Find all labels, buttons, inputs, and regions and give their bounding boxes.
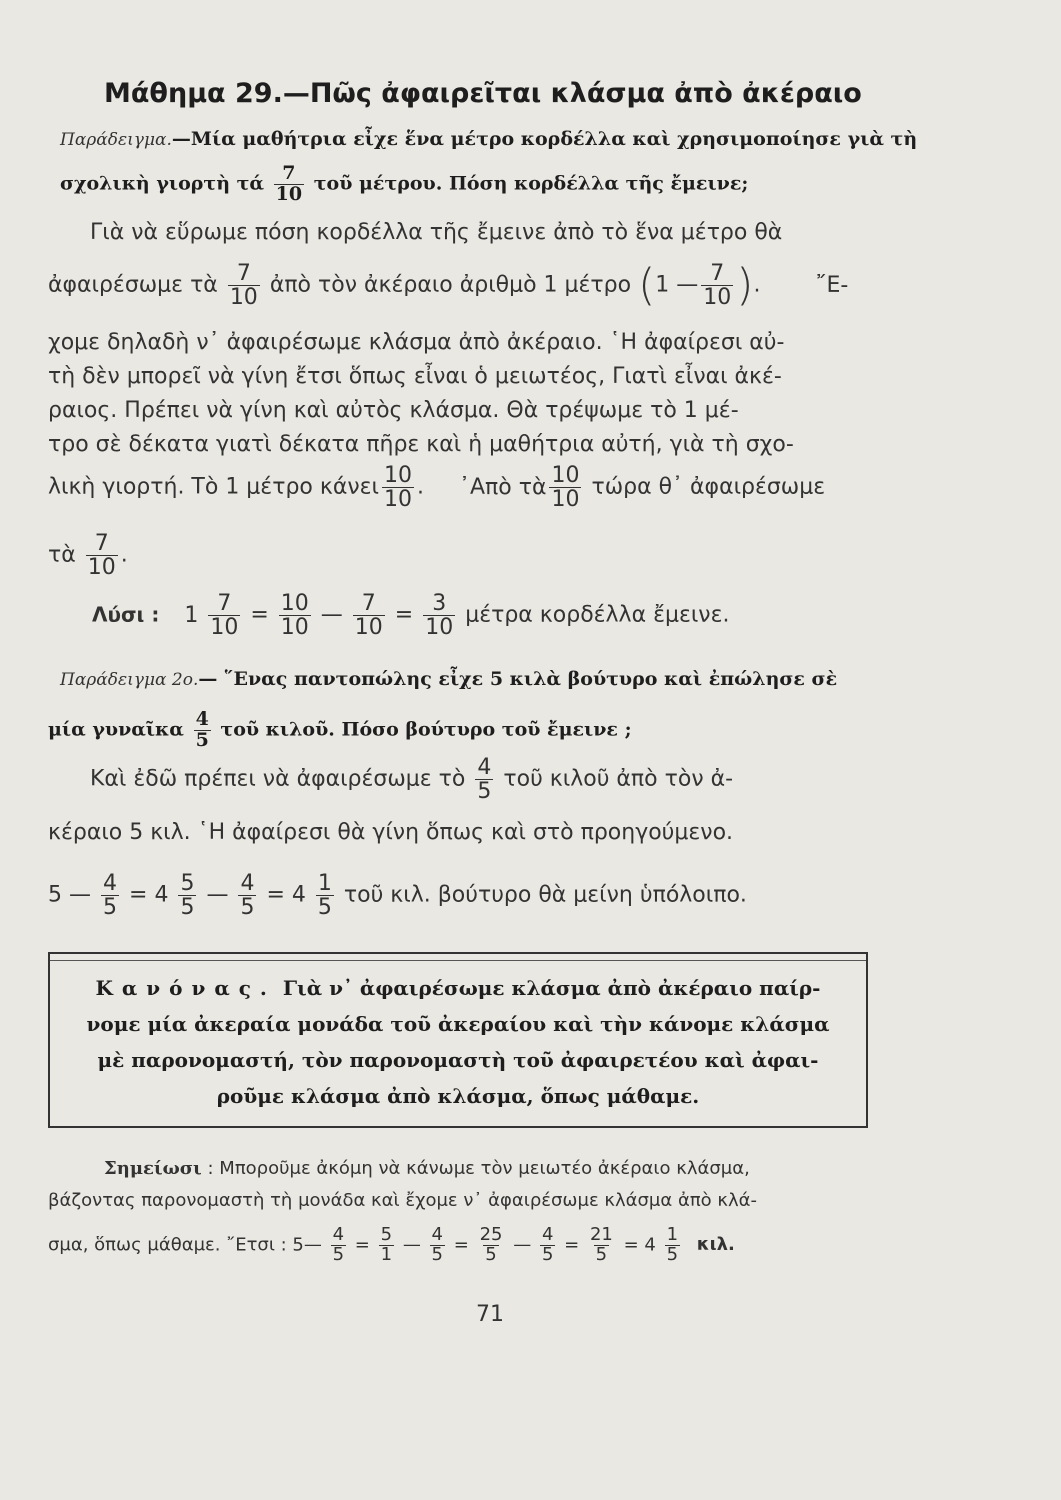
rule-box (48, 952, 868, 1128)
fraction-4-5 (101, 872, 119, 919)
fraction-21-5 (588, 1226, 615, 1265)
denominator: 10 (551, 487, 580, 513)
numerator: 4 (541, 1224, 554, 1245)
fraction-5-5 (178, 872, 196, 919)
solution-equation (92, 592, 729, 639)
numerator: 10 (551, 463, 580, 488)
numerator: 25 (479, 1224, 503, 1245)
equals-sign: = (453, 1234, 469, 1256)
text: 1 — (655, 272, 699, 298)
denominator: 10 (354, 615, 383, 641)
rule-line-4: ροῦμε κλάσμα ἀπὸ κλάσμα, ὅπως μάθαμε. (216, 1084, 700, 1108)
whole-number: 4 (154, 882, 169, 908)
example2-label: Παράδειγμα 2ο. (60, 670, 199, 690)
numerator: 7 (217, 591, 232, 616)
equals-sign: = (564, 1234, 580, 1256)
left-paren: ( (638, 259, 656, 311)
paragraph-line: Γιὰ νὰ εὕρωμε πόση κορδέλλα τῆς ἔμεινε ἀπὸ τὸ ἕνα μέτρο θὰ (90, 220, 783, 245)
text: τὰ (48, 542, 76, 568)
box-divider (50, 960, 866, 961)
lesson-title: Μάθημα 29.—Πῶς ἀφαιρεῖται κλάσμα ἀπὸ ἀκέραιο (104, 78, 862, 109)
fraction-7-10 (701, 262, 733, 309)
rule-heading: Κανόνας. (95, 976, 276, 1000)
paragraph-line: ραιος. Πρέπει νὰ γίνη καὶ αὐτὸς κλάσμα. Θὰ τρέψωμε τὸ 1 μέ- (48, 398, 739, 423)
rule-line-2: νομε μία ἀκεραία μονάδα τοῦ ἀκεραίου καὶ τὴν κάνομε κλάσμα (86, 1012, 830, 1036)
paragraph-line: ἀφαιρέσωμε τὰ $\frac{7}{10}$ ἀπὸ τὸν ἀκέραιο ἀριθμὸ 1 μέτρο (1 — $\frac{7}{10}$ ). ῎Ε- (48, 259, 849, 311)
equals-sign: = (266, 882, 285, 908)
numerator: 3 (432, 591, 447, 616)
numerator: 7 (236, 261, 251, 286)
fraction-5-1 (379, 1226, 394, 1265)
fraction-7-10 (228, 262, 260, 309)
equals-sign: = (129, 882, 148, 908)
equals-sign: = (250, 602, 269, 628)
numerator: 4 (431, 1224, 443, 1245)
unit-label: κιλ. (696, 1234, 735, 1256)
note-text: : Μποροῦμε ἀκόμη νὰ κάνωμε τὸν μειωτέο ἀκέραιο κλάσμα, (207, 1158, 750, 1179)
note-text: σμα, ὅπως μάθαμε. ῎Ετσι : 5— (48, 1234, 322, 1256)
denominator: 10 (87, 555, 116, 581)
example1-question-text: —Μία μαθήτρια εἶχε ἕνα μέτρο κορδέλλα καὶ χρησιμοποίησε γιὰ τὴ (171, 128, 918, 150)
right-paren: ) (736, 259, 754, 311)
numerator: 7 (361, 591, 376, 616)
fraction-10-10 (549, 464, 581, 511)
minus-sign: — (402, 1234, 421, 1256)
fraction-10-10 (382, 464, 414, 511)
denominator: 1 (380, 1243, 393, 1265)
paragraph-line (90, 756, 733, 803)
rule-line-3: μὲ παρονομαστή, τὸν παρονομαστὴ τοῦ ἀφαιρετέου καὶ ἀφαι- (97, 1048, 819, 1072)
example2-equation (48, 872, 747, 919)
fraction-1-5 (316, 872, 334, 919)
denominator: 5 (595, 1243, 608, 1265)
fraction-10-10 (279, 592, 311, 639)
solution-label: Λύσι : (92, 602, 160, 627)
minus-sign: — (513, 1234, 532, 1256)
example1-question-line1 (60, 128, 917, 150)
paragraph-line: τὰ $\frac{7}{10}$ . (48, 531, 128, 581)
numerator: 4 (477, 755, 492, 780)
denominator: 10 (383, 487, 412, 513)
denominator: 5 (195, 728, 209, 751)
text: τοῦ κιλοῦ ἀπὸ τὸν ἀ- (503, 766, 734, 792)
whole-number: 4 (291, 882, 306, 908)
fraction-7-10 (86, 532, 118, 579)
rule-text: Γιὰ ν᾽ ἀφαιρέσωμε κλάσμα ἀπὸ ἀκέραιο παίρ- (282, 976, 821, 1000)
note-line-2: βάζοντας παρονομαστὴ τὴ μονάδα καὶ ἔχομε ν᾽ ἀφαιρέσωμε κλάσμα ἀπὸ κλά- (48, 1190, 758, 1211)
fraction-7-10 (274, 164, 304, 205)
denominator: 5 (240, 895, 255, 921)
text: ῎Ε- (815, 272, 849, 298)
question-text: σχολικὴ γιορτὴ τά (60, 172, 265, 195)
numerator: 4 (195, 708, 209, 730)
numerator: 4 (240, 871, 255, 896)
note-line-1 (104, 1158, 750, 1179)
denominator: 5 (103, 895, 117, 921)
numerator: 7 (710, 261, 725, 286)
whole-number: 4 (644, 1234, 656, 1256)
denominator: 10 (275, 182, 303, 205)
paragraph-line: κέραιο 5 κιλ. ῾Η ἀφαίρεσι θὰ γίνη ὅπως καὶ στὸ προηγούμενο. (48, 820, 734, 845)
fraction-4-5 (430, 1226, 445, 1265)
text: ἀφαιρέσωμε τὰ (48, 272, 218, 298)
text: Καὶ ἐδῶ πρέπει νὰ ἀφαιρέσωμε τὸ (90, 766, 466, 792)
paragraph-line: τὴ δὲν μπορεῖ νὰ γίνη ἔτσι ὅπως εἶναι ὁ μειωτέος, Γιατὶ εἶναι ἀκέ- (48, 364, 782, 389)
denominator: 10 (425, 615, 454, 641)
note-label: Σημείωσι (104, 1158, 202, 1179)
question-text: τοῦ μέτρου. Πόση κορδέλλα τῆς ἔμεινε; (313, 172, 749, 195)
numerator: 5 (380, 1224, 393, 1245)
text: μέτρα κορδέλλα ἔμεινε. (465, 602, 730, 628)
numerator: 1 (666, 1224, 679, 1245)
example2-question-line1 (60, 668, 837, 690)
numerator: 1 (317, 871, 332, 896)
fraction-3-10 (423, 592, 455, 639)
denominator: 5 (485, 1243, 497, 1265)
text: 1 (184, 602, 199, 628)
example1-question-line2 (60, 164, 748, 205)
numerator: 10 (383, 463, 412, 488)
fraction-4-5 (475, 756, 493, 803)
denominator: 10 (210, 615, 239, 641)
numerator: 21 (589, 1224, 613, 1245)
paragraph-line: τρο σὲ δέκατα γιατὶ δέκατα πῆρε καὶ ἡ μαθήτρια αὐτή, γιὰ τὴ σχο- (48, 432, 794, 457)
denominator: 5 (317, 895, 332, 921)
denominator: 10 (280, 615, 309, 641)
denominator: 10 (229, 285, 258, 311)
denominator: 5 (332, 1243, 345, 1265)
denominator: 5 (431, 1243, 443, 1265)
minus-sign: — (206, 882, 229, 908)
denominator: 5 (541, 1243, 554, 1265)
fraction-4-5 (540, 1226, 555, 1265)
example2-question-line2 (48, 710, 632, 751)
note-equation (48, 1226, 735, 1265)
minus-sign: — (320, 602, 343, 628)
fraction-1-5 (665, 1226, 680, 1265)
fraction-7-10 (208, 592, 240, 639)
fraction-7-10 (353, 592, 385, 639)
numerator: 4 (103, 871, 117, 896)
paragraph-line: χομε δηλαδὴ ν᾽ ἀφαιρέσωμε κλάσμα ἀπὸ ἀκέραιο. ῾Η ἀφαίρεσι αὐ- (48, 330, 785, 355)
equals-sign: = (623, 1234, 639, 1256)
fraction-25-5 (478, 1226, 505, 1265)
text: λικὴ γιορτή. Τὸ 1 μέτρο κάνει (48, 474, 379, 500)
fraction-4-5 (331, 1226, 346, 1265)
numerator: 5 (180, 871, 195, 896)
rule-line-1 (50, 976, 866, 1000)
numerator: 10 (280, 591, 309, 616)
text: τώρα θ᾽ ἀφαιρέσωμε (591, 474, 826, 500)
page-number: 71 (476, 1302, 504, 1327)
example1-label: Παράδειγμα. (60, 130, 172, 150)
denominator: 5 (477, 779, 492, 805)
paragraph-line: λικὴ γιορτή. Τὸ 1 μέτρο κάνει $\frac{10}{10}$ . ᾽Απὸ τὰ $\frac{10}{10}$ τώρα θ᾽ ἀφαιρέσωμε (48, 463, 826, 513)
numerator: 4 (332, 1224, 345, 1245)
fraction-4-5 (194, 710, 211, 751)
denominator: 5 (666, 1243, 679, 1265)
fraction-4-5 (238, 872, 256, 919)
question-text: μία γυναῖκα (48, 718, 184, 741)
text: 5 — (48, 882, 91, 908)
equals-sign: = (394, 602, 414, 628)
example2-question-text: — ῞Ενας παντοπώλης εἶχε 5 κιλὰ βούτυρο καὶ ἐπώλησε σὲ (198, 668, 838, 690)
text: ᾽Απὸ τὰ (458, 474, 547, 500)
equals-sign: = (354, 1234, 370, 1256)
text: ἀπὸ τὸν ἀκέραιο ἀριθμὸ 1 μέτρο (269, 272, 632, 298)
numerator: 7 (282, 162, 296, 184)
question-text: τοῦ κιλοῦ. Πόσο βούτυρο τοῦ ἔμεινε ; (220, 718, 632, 741)
denominator: 5 (180, 895, 195, 921)
numerator: 7 (94, 531, 109, 556)
denominator: 10 (703, 285, 732, 311)
text: τοῦ κιλ. βούτυρο θὰ μείνη ὑπόλοιπο. (343, 882, 747, 908)
